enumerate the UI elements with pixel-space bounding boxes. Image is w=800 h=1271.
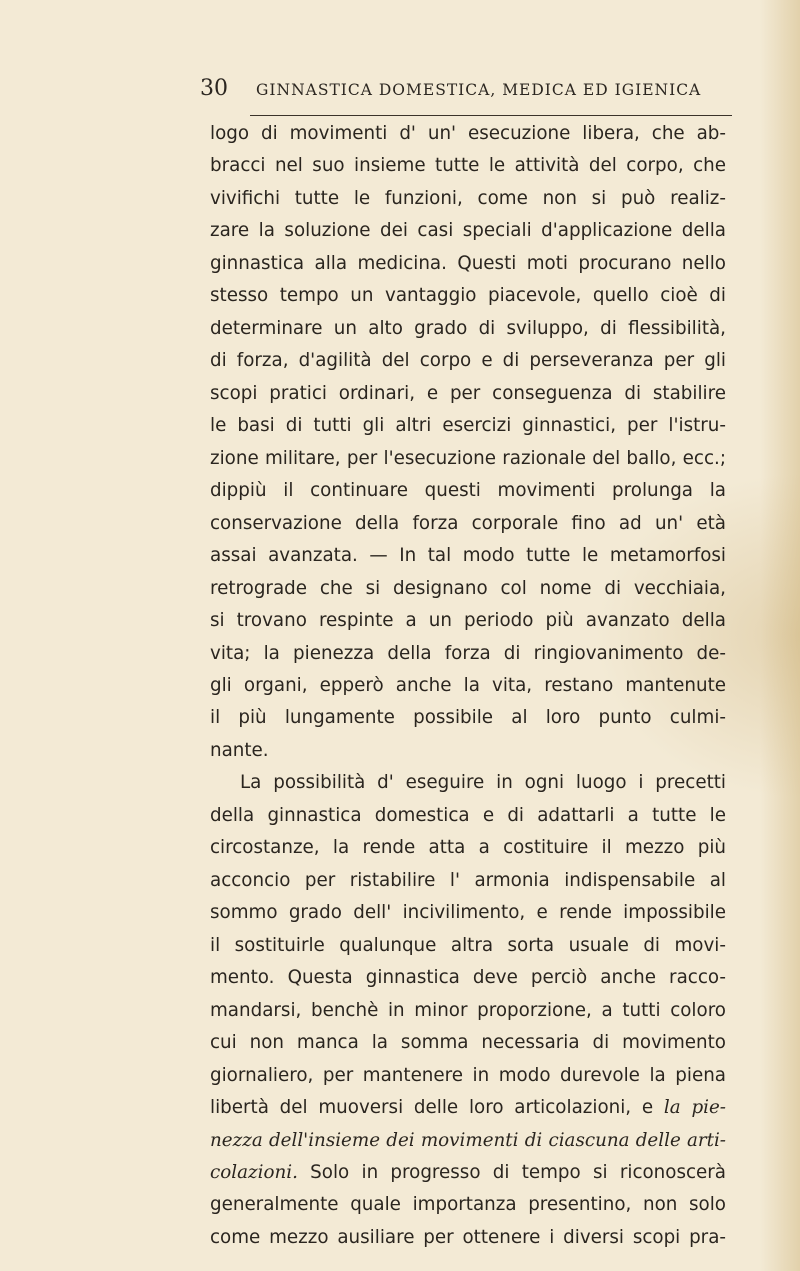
text-line: cui non manca la somma necessaria di movimento <box>210 1032 726 1054</box>
text-line: le basi di tutti gli altri esercizi ginnastici, per l'istru- <box>210 415 726 437</box>
text-line: come mezzo ausiliare per ottenere i diversi scopi pra- <box>210 1226 726 1248</box>
text-line: ginnastica alla medicina. Questi moti procurano nello <box>210 252 726 274</box>
text-line: giornaliero, per mantenere in modo durevole la piena <box>210 1064 726 1086</box>
page-header <box>200 76 720 110</box>
text-line: il più lungamente possibile al loro punto culmi- <box>210 707 726 729</box>
italic-text: colazioni. <box>210 1162 298 1183</box>
text-line: retrograde che si designano col nome di vecchiaia, <box>210 577 726 599</box>
text-line: scopi pratici ordinari, e per conseguenza di stabilire <box>210 382 726 404</box>
text-line: zione militare, per l'esecuzione razionale del ballo, ecc.; <box>210 447 726 469</box>
text-line: assai avanzata. — In tal modo tutte le metamorfosi <box>210 545 726 567</box>
text-line: vivifichi tutte le funzioni, come non si può realiz- <box>210 187 726 209</box>
text-line: La possibilità d' eseguire in ogni luogo i precetti <box>240 772 726 794</box>
page-edge-shadow <box>760 0 800 1271</box>
text-line: circostanze, la rende atta a costituire il mezzo più <box>210 837 726 859</box>
running-title: GINNASTICA DOMESTICA, MEDICA ED IGIENICA <box>256 81 702 99</box>
italic-text: nezza dell'insieme dei movimenti di ciascuna delle arti- <box>210 1129 726 1151</box>
text-line: di forza, d'agilità del corpo e di perseveranza per gli <box>210 350 726 372</box>
italic-text: la pie- <box>663 1097 726 1119</box>
text-segment: Solo in progresso di tempo si riconoscerà <box>297 1162 726 1183</box>
text-line: il sostituirle qualunque altra sorta usuale di movi- <box>210 934 726 956</box>
body-text <box>210 118 726 1254</box>
header-rule <box>250 115 732 116</box>
text-line: acconcio per ristabilire l' armonia indispensabile al <box>210 869 726 891</box>
text-line: mento. Questa ginnastica deve perciò anche racco- <box>210 967 726 989</box>
text-line: logo di movimenti d' un' esecuzione libera, che ab- <box>210 123 726 144</box>
text-line: nante. <box>210 739 269 761</box>
text-line: vita; la pienezza della forza di ringiovanimento de- <box>210 642 726 664</box>
text-line: bracci nel suo insieme tutte le attività del corpo, che <box>210 155 726 177</box>
text-line: generalmente quale importanza presentino, non solo <box>210 1194 726 1216</box>
page-number: 30 <box>200 76 228 101</box>
text-line: stesso tempo un vantaggio piacevole, quello cioè di <box>210 285 726 307</box>
text-line: zare la soluzione dei casi speciali d'applicazione della <box>210 220 726 242</box>
text-segment: libertà del muoversi delle loro articolazioni, e <box>210 1097 664 1119</box>
text-line <box>210 1157 726 1189</box>
text-line <box>210 1125 726 1157</box>
text-line: dippiù il continuare questi movimenti prolunga la <box>210 480 726 502</box>
text-line: determinare un alto grado di sviluppo, di flessibilità, <box>210 317 726 339</box>
text-line: gli organi, epperò anche la vita, restano mantenute <box>210 674 726 696</box>
text-line <box>210 1092 726 1124</box>
text-line: conservazione della forza corporale fino ad un' età <box>210 512 726 534</box>
paragraph-2 <box>210 767 726 1254</box>
text-line: sommo grado dell' incivilimento, e rende impossibile <box>210 902 726 924</box>
text-line: mandarsi, benchè in minor proporzione, a tutti coloro <box>210 999 726 1021</box>
paragraph-1 <box>210 118 726 767</box>
text-line: della ginnastica domestica e di adattarli a tutte le <box>210 804 726 826</box>
text-line: si trovano respinte a un periodo più avanzato della <box>210 610 726 632</box>
